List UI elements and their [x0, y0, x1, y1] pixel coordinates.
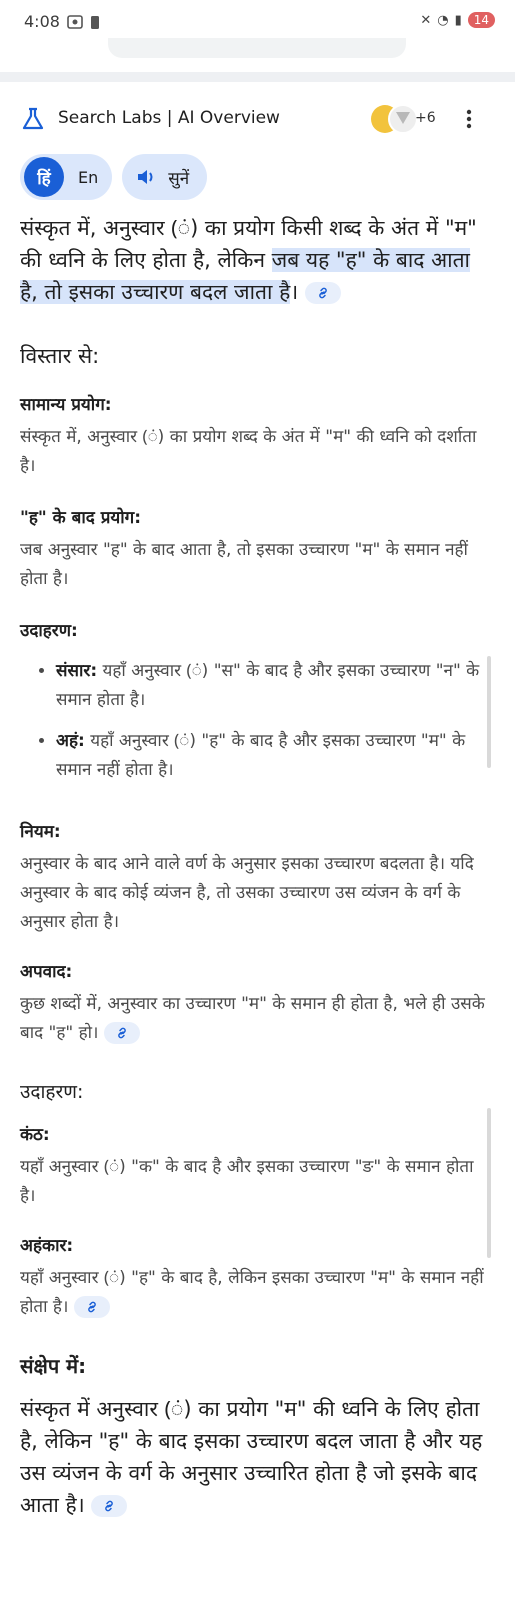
- lead-end: ।: [290, 280, 299, 304]
- summary-heading: संक्षेप में:: [20, 1354, 87, 1378]
- listen-button[interactable]: [122, 154, 207, 200]
- example-term: संसार:: [56, 661, 98, 681]
- source-link-button[interactable]: [74, 1296, 110, 1318]
- ahankar-text: यहाँ अनुस्वार (ं) "ह" के बाद है, लेकिन इसका उच्चारण "म" के समान नहीं होता है।: [20, 1268, 484, 1317]
- exception-heading: अपवाद:: [20, 962, 73, 982]
- examples2-heading: उदाहरण:: [20, 1081, 84, 1103]
- overview-content: [20, 212, 490, 1521]
- overview-controls: [20, 154, 207, 200]
- link-icon: [85, 1300, 99, 1314]
- source-link-button[interactable]: [104, 1022, 140, 1044]
- after-ha-heading: "ह" के बाद प्रयोग:: [20, 508, 141, 528]
- battery-level: 14: [468, 12, 495, 28]
- exception-paragraph: [20, 990, 490, 1048]
- more-sources-count[interactable]: +6: [415, 110, 436, 126]
- lead-text: संस्कृत में, अनुस्वार (ं) का प्रयोग किसी शब्द के अंत में "म" की ध्वनि के लिए होता है, लेकिन: [20, 216, 477, 272]
- speaker-icon: [136, 168, 156, 186]
- rule-heading: नियम:: [20, 822, 61, 842]
- detail-heading: विस्तार से:: [20, 344, 100, 368]
- battery-alert-icon: [90, 14, 100, 30]
- example-term: अहं:: [56, 731, 85, 751]
- more-options-icon[interactable]: [464, 106, 474, 132]
- list-item: [56, 657, 490, 715]
- hindi-option[interactable]: हिं: [24, 157, 64, 197]
- section-divider: [0, 72, 515, 82]
- exception-text: कुछ शब्दों में, अनुस्वार का उच्चारण "म" के समान ही होता है, भले ही उसके बाद "ह" हो।: [20, 994, 485, 1043]
- header-title: Search Labs | AI Overview: [58, 108, 280, 128]
- english-option[interactable]: En: [78, 167, 99, 187]
- source-link-button[interactable]: [305, 282, 341, 304]
- ahankar-paragraph: [20, 1264, 490, 1322]
- source-link-button[interactable]: [91, 1495, 127, 1517]
- lead-highlight: जब यह "ह" के बाद आता है, तो इसका उच्चारण बदल जाता है: [20, 248, 471, 304]
- language-toggle[interactable]: [20, 154, 112, 200]
- examples-list: [20, 657, 490, 785]
- listen-label: सुनें: [168, 168, 190, 189]
- general-heading: सामान्य प्रयोग:: [20, 395, 112, 415]
- address-bar-edge[interactable]: [108, 38, 406, 58]
- examples-heading: उदाहरण:: [20, 621, 78, 641]
- status-system-icons: [420, 12, 495, 28]
- flask-icon: [20, 106, 46, 132]
- mute-icon: ✕: [420, 12, 432, 28]
- examples-scrollbar[interactable]: [487, 656, 491, 768]
- screenshot-icon: [66, 14, 84, 30]
- examples2-scrollbar[interactable]: [487, 1108, 491, 1258]
- source-avatars[interactable]: [370, 104, 420, 134]
- example-text: यहाँ अनुस्वार (ं) "स" के बाद है और इसका उच्चारण "न" के समान होता है।: [56, 661, 480, 710]
- signal-icon: ▮: [454, 12, 462, 28]
- example-text: यहाँ अनुस्वार (ं) "ह" के बाद है और इसका उच्चारण "म" के समान नहीं होता है।: [56, 731, 466, 780]
- summary-text: संस्कृत में अनुस्वार (ं) का प्रयोग "म" की ध्वनि के लिए होता है, लेकिन "ह" के बाद इसका उच्चारण बदल जाता है और यह उस व्यंजन के वर्ग के अनुसार उच्चारित होता है जो इसके बाद आता है।: [20, 1397, 483, 1517]
- kantha-heading: कंठ:: [20, 1125, 50, 1145]
- list-item: [56, 727, 490, 785]
- status-time: 4:08: [24, 12, 60, 31]
- link-icon: [316, 286, 330, 300]
- after-ha-text: जब अनुस्वार "ह" के बाद आता है, तो इसका उच्चारण "म" के समान नहीं होता है।: [20, 540, 468, 589]
- ai-overview-header: [20, 104, 495, 136]
- link-icon: [102, 1499, 116, 1513]
- ahankar-heading: अहंकार:: [20, 1236, 74, 1256]
- summary-paragraph: [20, 1393, 490, 1521]
- kantha-text: यहाँ अनुस्वार (ं) "क" के बाद है और इसका उच्चारण "ङ" के समान होता है।: [20, 1157, 474, 1206]
- lead-paragraph: [20, 212, 490, 308]
- link-icon: [115, 1026, 129, 1040]
- status-notification-icons: [66, 14, 100, 30]
- general-text: संस्कृत में, अनुस्वार (ं) का प्रयोग शब्द के अंत में "म" की ध्वनि को दर्शाता है।: [20, 427, 477, 476]
- wifi-icon: ◔: [437, 12, 449, 28]
- rule-text: अनुस्वार के बाद आने वाले वर्ण के अनुसार इसका उच्चारण बदलता है। यदि अनुस्वार के बाद कोई व्यंजन है, तो उसका उच्चारण उस व्यंजन के वर्ग के अनुसार होता है।: [20, 854, 474, 932]
